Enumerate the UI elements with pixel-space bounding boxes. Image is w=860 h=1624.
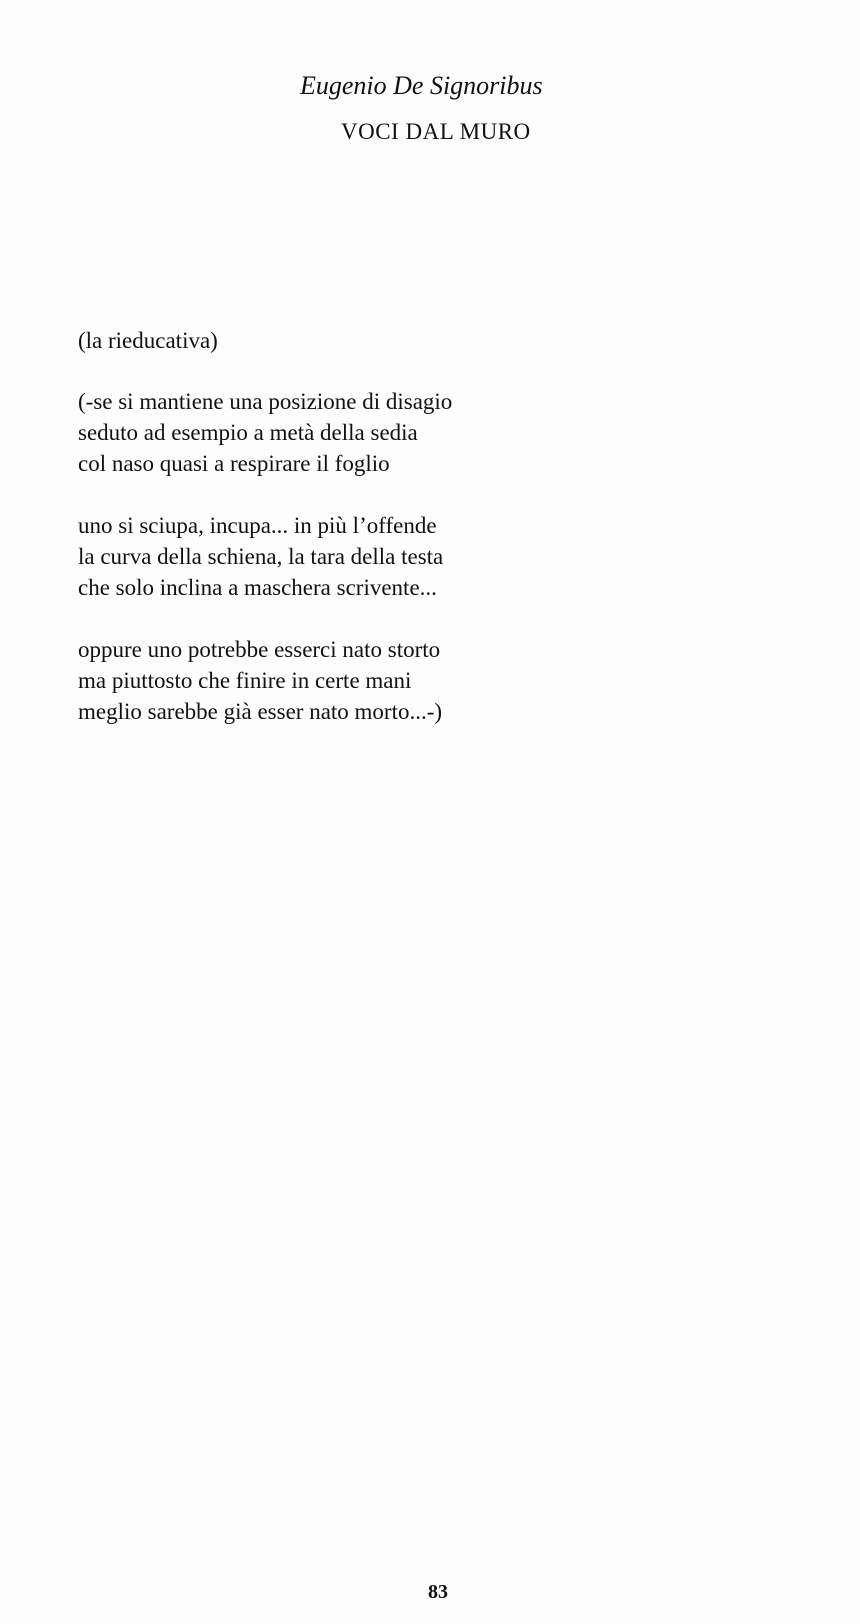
poem-subtitle: (la rieducativa) (78, 328, 218, 353)
poem-line: (-se si mantiene una posizione di disagio (78, 389, 453, 414)
poem-line: oppure uno potrebbe esserci nato storto (78, 637, 441, 662)
poem-line: ma piuttosto che finire in certe mani (78, 668, 412, 693)
author-name: Eugenio De Signoribus (300, 71, 543, 100)
poem-line: uno si sciupa, incupa... in più l’offende (78, 513, 437, 538)
page-number: 83 (428, 1581, 448, 1603)
stanza-2 (78, 510, 798, 603)
poem-title: VOCI DAL MURO (341, 119, 531, 144)
poem-body (78, 325, 798, 758)
stanza-1 (78, 386, 798, 479)
stanza-3 (78, 634, 798, 727)
poem-line: la curva della schiena, la tara della testa (78, 544, 444, 569)
page-header (300, 68, 600, 148)
poem-line: col naso quasi a respirare il foglio (78, 451, 390, 476)
poem-line: che solo inclina a maschera scrivente... (78, 575, 437, 600)
poem-line: seduto ad esempio a metà della sedia (78, 420, 418, 445)
poem-line: meglio sarebbe già esser nato morto...-) (78, 699, 443, 724)
